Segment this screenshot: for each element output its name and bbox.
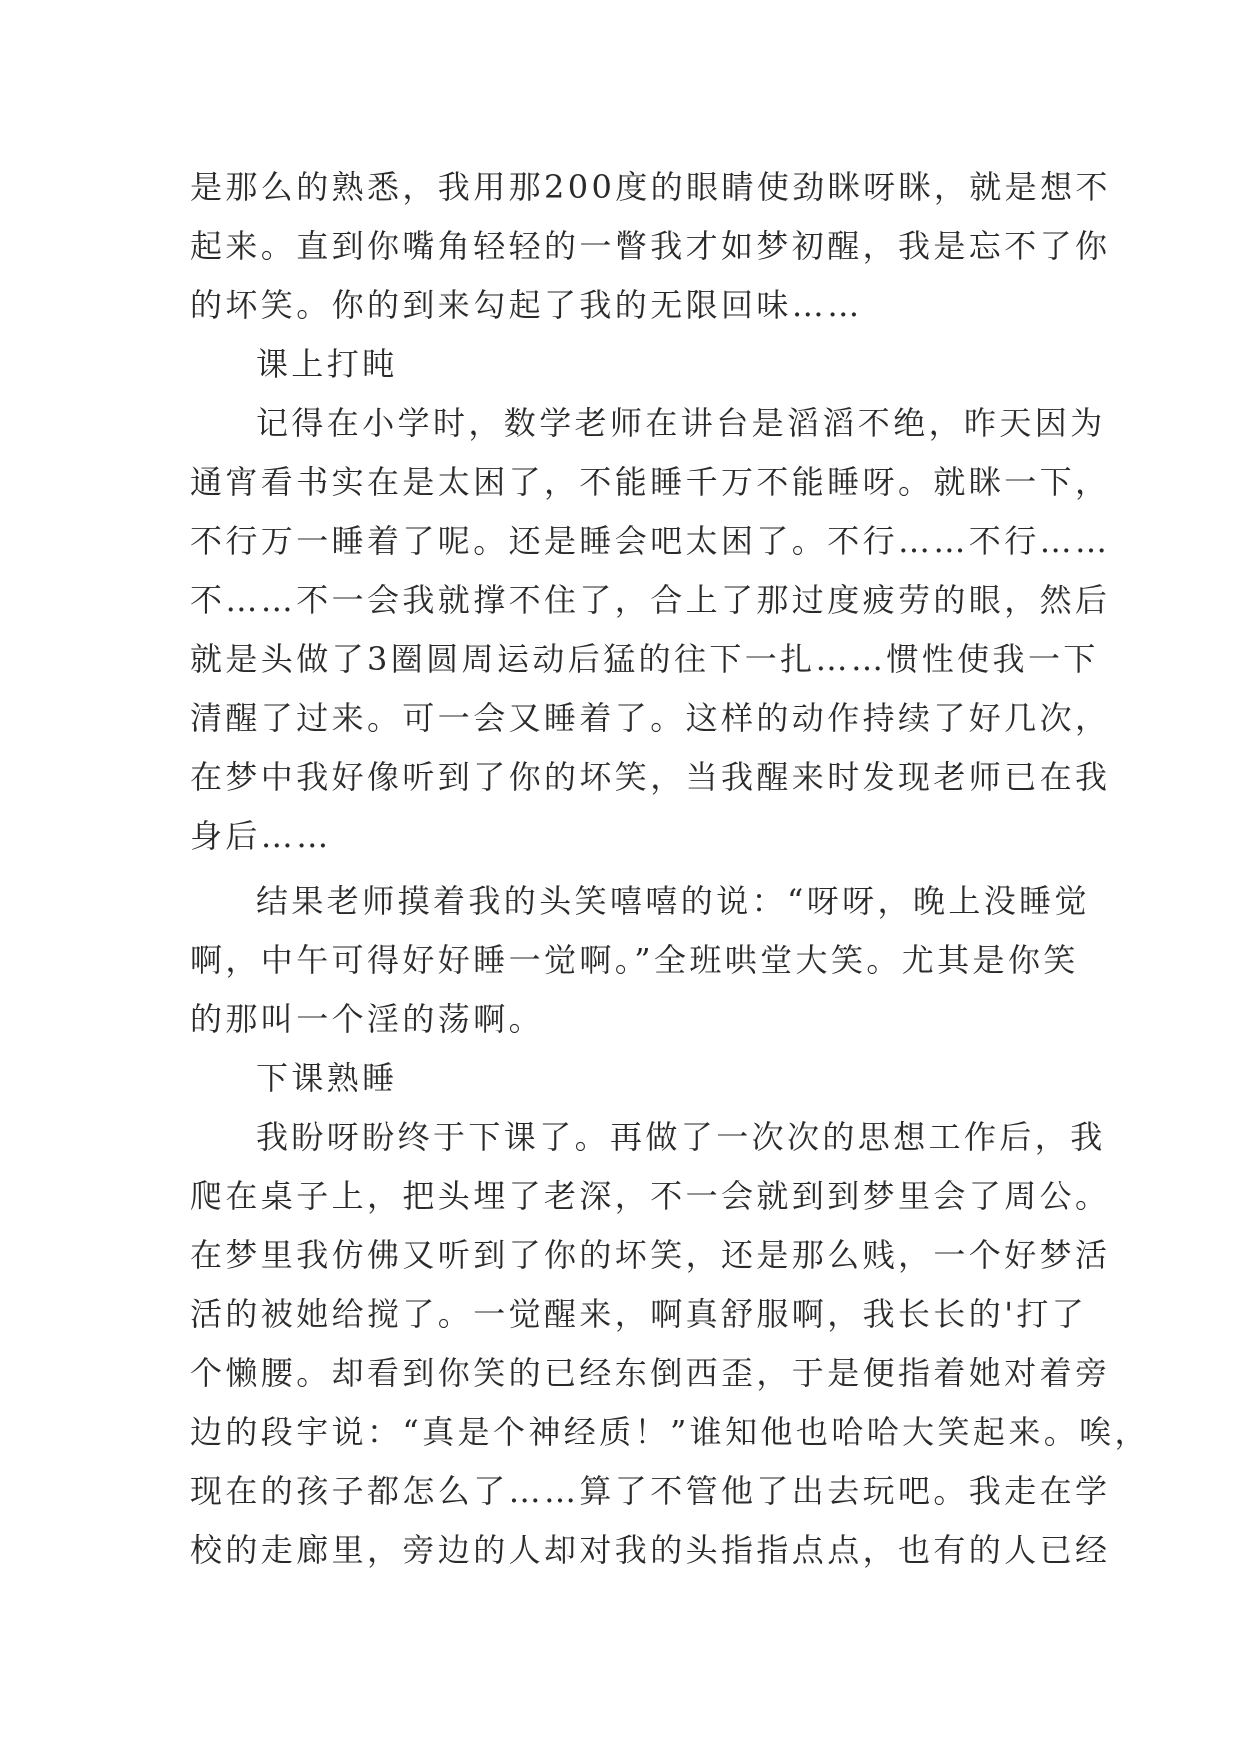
text-line: 的坏笑。你的到来勾起了我的无限回味…… [190,286,863,324]
text-line: 的那叫一个淫的荡啊。 [190,1000,545,1038]
text-line: 在梦里我仿佛又听到了你的坏笑，还是那么贱，一个好梦活 [190,1236,1111,1274]
text-line: 我盼呀盼终于下课了。再做了一次次的思想工作后，我 [256,1118,1106,1156]
text-line: 不行万一睡着了呢。还是睡会吧太困了。不行……不行…… [190,522,1111,560]
text-line: 身后…… [190,817,332,855]
text-line: 清醒了过来。可一会又睡着了。这样的动作持续了好几次， [190,699,1111,737]
paragraph-continuation [190,158,1111,335]
text-line: 记得在小学时，数学老师在讲台是滔滔不绝，昨天因为 [256,404,1106,442]
text-line: 活的被她给搅了。一觉醒来，啊真舒服啊，我长长的'打了 [190,1295,1088,1333]
text-line: 不……不一会我就撑不住了，合上了那过度疲劳的眼，然后 [190,581,1111,619]
text-line: 就是头做了3圈圆周运动后猛的往下一扎……惯性使我一下 [190,640,1099,678]
document-body [190,158,1150,1580]
section-heading [190,1049,1052,1108]
section-heading [190,335,1052,394]
heading-text: 下课熟睡 [256,1059,398,1097]
text-line: 爬在桌子上，把头埋了老深，不一会就到到梦里会了周公。 [190,1177,1111,1215]
text-line: 啊，中午可得好好睡一觉啊。”全班哄堂大笑。尤其是你笑 [190,941,1079,979]
text-line: 结果老师摸着我的头笑嘻嘻的说：“呀呀，晚上没睡觉 [256,882,1090,920]
heading-text: 课上打盹 [256,345,398,383]
text-line: 起来。直到你嘴角轻轻的一瞥我才如梦初醒，我是忘不了你 [190,227,1111,265]
text-line: 校的走廊里，旁边的人却对我的头指指点点，也有的人已经 [190,1531,1111,1569]
text-line: 个懒腰。却看到你笑的已经东倒西歪，于是便指着她对着旁 [190,1354,1111,1392]
text-line: 在梦中我好像听到了你的坏笑，当我醒来时发现老师已在我 [190,758,1111,796]
text-line: 边的段宇说：“真是个神经质！”谁知他也哈哈大笑起来。唉， [190,1413,1150,1451]
text-line: 通宵看书实在是太困了，不能睡千万不能睡呀。就眯一下， [190,463,1111,501]
paragraph [190,1108,1150,1580]
text-line: 现在的孩子都怎么了……算了不管他了出去玩吧。我走在学 [190,1472,1111,1510]
text-line: 是那么的熟悉，我用那200度的眼睛使劲眯呀眯，就是想不 [190,168,1111,206]
paragraph [190,394,1111,866]
paragraph [190,872,1090,1049]
